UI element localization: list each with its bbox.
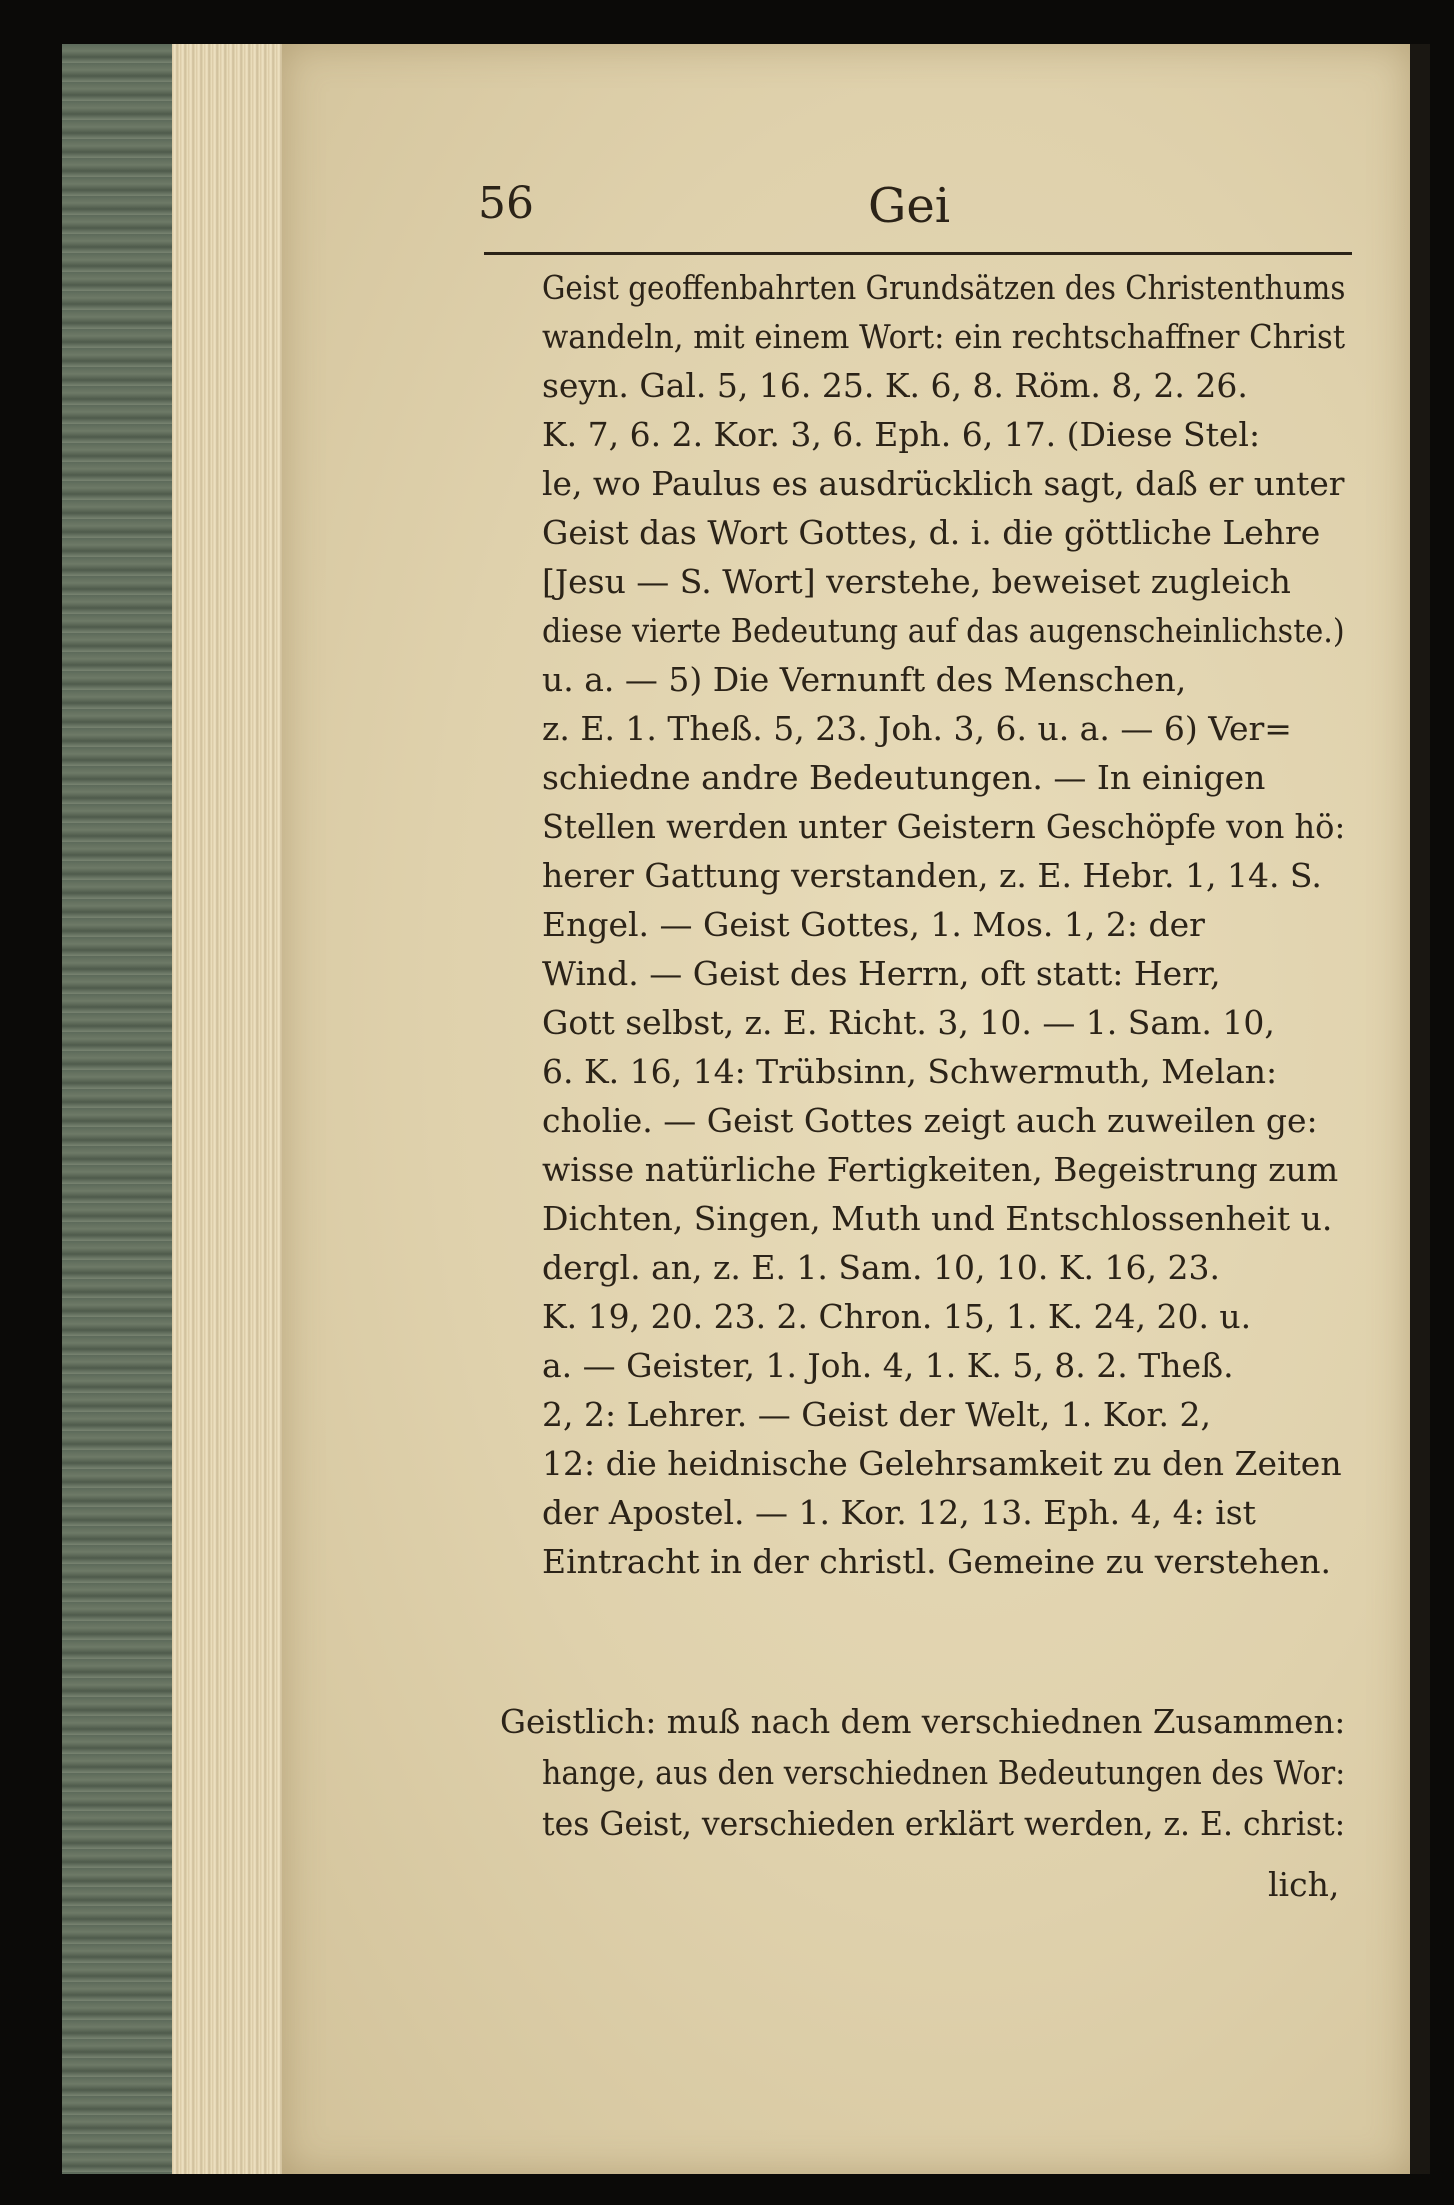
body-line: Dichten, Singen, Muth und Entschlossenheit u. — [542, 1199, 1333, 1238]
entry-headword-line: Geistlich: muß nach dem verschiednen Zusammen: — [500, 1702, 1346, 1741]
entry-line: hange, aus den verschiednen Bedeutungen des Wor: — [542, 1753, 1346, 1792]
body-line: schiedne andre Bedeutungen. — In einigen — [542, 758, 1266, 797]
body-line: dergl. an, z. E. 1. Sam. 10, 10. K. 16, 23. — [542, 1248, 1220, 1287]
body-line: Geist das Wort Gottes, d. i. die göttliche Lehre — [542, 513, 1321, 552]
body-line: 12: die heidnische Gelehrsamkeit zu den Zeiten — [542, 1444, 1342, 1483]
book-spine-edge — [62, 44, 172, 2174]
body-line: cholie. — Geist Gottes zeigt auch zuweilen ge: — [542, 1101, 1318, 1140]
body-line: 6. K. 16, 14: Trübsinn, Schwermuth, Melan: — [542, 1052, 1278, 1091]
body-line: wandeln, mit einem Wort: ein rechtschaffner Christ — [542, 317, 1346, 356]
body-line: z. E. 1. Theß. 5, 23. Joh. 3, 6. u. a. — 6) Ver= — [542, 709, 1292, 748]
body-line: K. 7, 6. 2. Kor. 3, 6. Eph. 6, 17. (Diese Stel: — [542, 415, 1261, 454]
body-line: a. — Geister, 1. Joh. 4, 1. K. 5, 8. 2. Theß. — [542, 1346, 1234, 1385]
body-line: K. 19, 20. 23. 2. Chron. 15, 1. K. 24, 20. u. — [542, 1297, 1252, 1336]
body-line: Eintracht in der christl. Gemeine zu verstehen. — [542, 1542, 1331, 1581]
body-line: wisse natürliche Fertigkeiten, Begeistrung zum — [542, 1150, 1339, 1189]
body-line: Gott selbst, z. E. Richt. 3, 10. — 1. Sam. 10, — [542, 1003, 1275, 1042]
body-line: diese vierte Bedeutung auf das augenscheinlichste.) — [542, 611, 1345, 650]
running-head: Gei — [868, 178, 951, 234]
page-stack-edge — [172, 44, 282, 2174]
body-line: seyn. Gal. 5, 16. 25. K. 6, 8. Röm. 8, 2. 26. — [542, 366, 1248, 405]
header-rule — [484, 252, 1352, 255]
body-line: herer Gattung verstanden, z. E. Hebr. 1, 14. S. — [542, 856, 1322, 895]
body-line: Wind. — Geist des Herrn, oft statt: Herr, — [542, 954, 1221, 993]
body-line: u. a. — 5) Die Vernunft des Menschen, — [542, 660, 1187, 699]
gutter-shadow — [1410, 44, 1430, 2174]
body-line: Engel. — Geist Gottes, 1. Mos. 1, 2: der — [542, 905, 1205, 944]
body-line: le, wo Paulus es ausdrücklich sagt, daß er unter — [542, 464, 1345, 503]
catchword: lich, — [1268, 1865, 1340, 1904]
page-number: 56 — [478, 178, 534, 229]
entry-line: tes Geist, verschieden erklärt werden, z. E. christ: — [542, 1804, 1346, 1843]
body-line: [Jesu — S. Wort] verstehe, beweiset zugleich — [542, 562, 1291, 601]
body-line: 2, 2: Lehrer. — Geist der Welt, 1. Kor. 2, — [542, 1395, 1212, 1434]
body-line: der Apostel. — 1. Kor. 12, 13. Eph. 4, 4: ist — [542, 1493, 1256, 1532]
body-line: Geist geoffenbahrten Grundsätzen des Christenthums — [542, 268, 1346, 307]
body-line: Stellen werden unter Geistern Geschöpfe von hö: — [542, 807, 1346, 846]
